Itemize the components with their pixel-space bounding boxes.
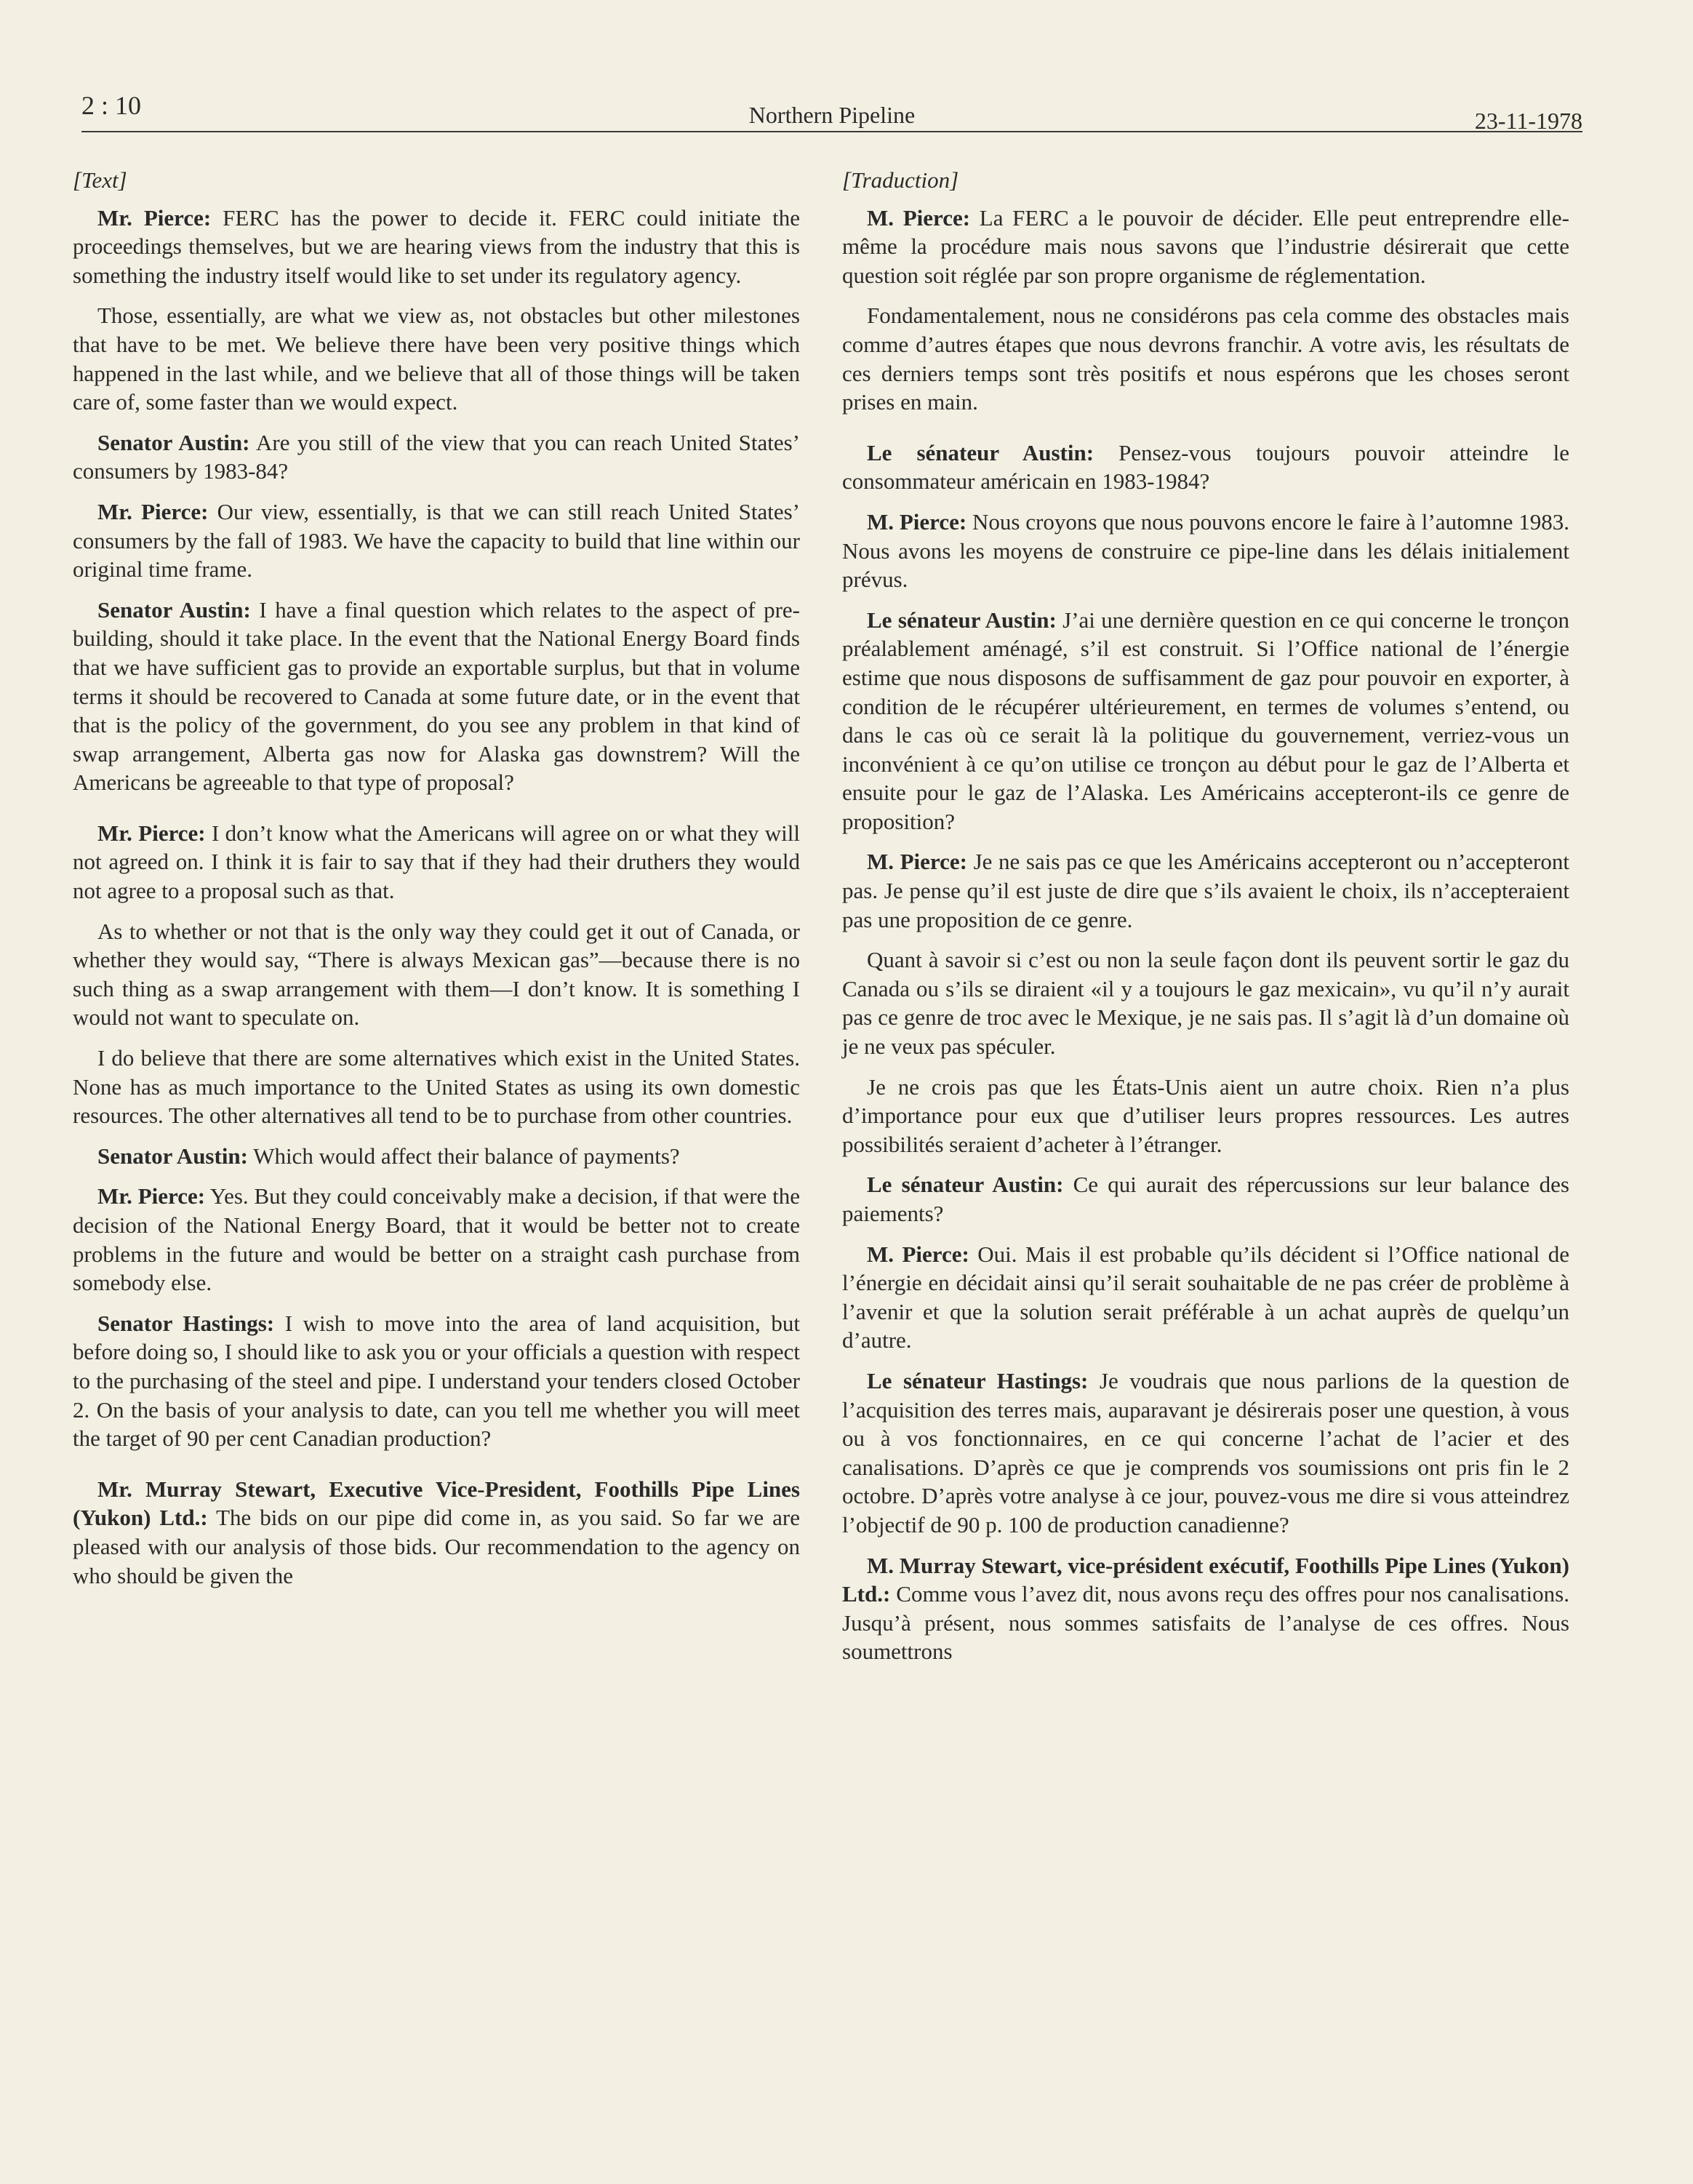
paragraph [842, 1551, 1569, 1666]
speaker-label: Mr. Pierce: [97, 498, 209, 524]
running-title: Northern Pipeline [748, 102, 916, 128]
paragraph [73, 1142, 800, 1171]
paragraph [73, 428, 800, 486]
language-tag: [Traduction] [842, 167, 959, 193]
speaker-label: Le sénateur Hastings: [867, 1367, 1089, 1393]
paragraph-text: Je ne sais pas ce que les Américains accepteront ou n’accepteront pas. Je pense qu’il est juste de dire que s’ils avaient le choix, ils n’accepteraient pas une proposition de ce genre. [842, 849, 1569, 932]
paragraph-text: J’ai une dernière question en ce qui concerne le tronçon préalablement aménagé, s’il est construit. Si l’Office national de l’énergie estime que nous disposons de suffisamment de gaz pour pouvoir en exporter, à condition de le récupérer ultérieurement, en termes de volumes s’entend, ou dans le cas où ce serait là la politique du gouvernement, verriez-vous un inconvénient à ce qu’on utilise ce tronçon au début pour le gaz de l’Alberta et ensuite pour le gaz de l’Alaska. Les Américains accepteront-ils ce genre de proposition? [842, 607, 1569, 834]
paragraph [73, 1044, 800, 1130]
french-column [842, 166, 1569, 1678]
speaker-label: M. Pierce: [867, 508, 967, 535]
paragraph [842, 1170, 1569, 1228]
paragraph-text: As to whether or not that is the only way they could get it out of Canada, or whether they would say, “There is always Mexican gas”—because there is no such thing as a swap arrangement with them—I don’t know. It is something I would not want to speculate on. [73, 918, 800, 1031]
speaker-label: Mr. Pierce: [97, 820, 206, 846]
paragraph [842, 204, 1569, 290]
paragraph [73, 596, 800, 797]
paragraph [842, 606, 1569, 836]
paragraph [73, 1309, 800, 1453]
speaker-label: M. Pierce: [867, 1241, 969, 1267]
paragraph [73, 497, 800, 584]
paragraph-text: Fondamentalement, nous ne considérons pas cela comme des obstacles mais comme d’autres étapes que nous devrons franchir. A votre avis, les résultats de ces derniers temps sont très positifs et nous espérons que les choses seront prises en main. [842, 303, 1569, 415]
speaker-label: Le sénateur Austin: [867, 607, 1057, 633]
header-date: 23-11-1978 [1474, 108, 1582, 134]
language-tag: [Text] [73, 167, 127, 193]
paragraph-text: Oui. Mais il est probable qu’ils décident si l’Office national de l’énergie en décidait ainsi qu’il serait souhaitable de ne pas créer de problème à l’avenir et que la solution serait préférable à un achat auprès de quelqu’un d’autre. [842, 1241, 1569, 1353]
paragraph-text: La FERC a le pouvoir de décider. Elle peut entreprendre elle-même la procédure mais nous savons que l’industrie désirerait que cette question soit réglée par son propre organisme de réglementation. [842, 204, 1569, 288]
paragraph [842, 847, 1569, 934]
speaker-label: Mr. Pierce: [97, 204, 212, 231]
page-reference: 2 : 10 [81, 91, 142, 120]
speaker-label: Le sénateur Austin: [867, 1172, 1064, 1198]
english-column [73, 166, 800, 1601]
speaker-label: Senator Hastings: [97, 1310, 275, 1336]
speaker-label: Senator Austin: [97, 1143, 248, 1169]
speaker-label: Senator Austin: [97, 429, 250, 455]
paragraph [73, 819, 800, 905]
paragraph [73, 204, 800, 290]
paragraph [842, 1073, 1569, 1159]
paragraph [842, 1367, 1569, 1540]
paragraph [842, 945, 1569, 1060]
speaker-label: M. Pierce: [867, 204, 971, 231]
paragraph-text: Ce qui aurait des répercussions sur leur balance des paiements? [842, 1172, 1569, 1226]
paragraph [842, 301, 1569, 416]
paragraph-text: Pensez-vous toujours pouvoir atteindre le consommateur américain en 1983-1984? [842, 439, 1569, 495]
paragraph-text: Those, essentially, are what we view as, not obstacles but other milestones that have to be met. We believe there have been very positive things which happened in the last while, and we believe that all of those things will be taken care of, some faster than we would expect. [73, 303, 800, 415]
paragraph-text: Our view, essentially, is that we can still reach United States’ consumers by the fall of 1983. We have the capacity to build that line within our original time frame. [73, 498, 800, 583]
paragraph-text: Comme vous l’avez dit, nous avons reçu des offres pour nos canalisations. Jusqu’à présent, nous sommes satisfaits de l’analyse de ces offres. Nous soumettrons [842, 1581, 1569, 1665]
speaker-label: Le sénateur Austin: [867, 439, 1094, 465]
paragraph-text: Quant à savoir si c’est ou non la seule façon dont ils peuvent sortir le gaz du Canada ou s’ils se diraient «il y a toujours le gaz mexicain», vu qu’il n’y aurait pas ce genre de troc avec le Mexique, je ne sais pas. Il s’agit là d’un domaine où je ne veux pas spéculer. [842, 947, 1569, 1060]
speaker-label: M. Murray Stewart, vice-président exécutif, Foothills Pipe Lines (Yukon) Ltd.: [842, 1552, 1569, 1607]
paragraph-text: Yes. But they could conceivably make a decision, if that were the decision of the National Energy Board, that it would be better not to create problems in the future and would be better on a straight cash purchase from somebody else. [73, 1183, 800, 1296]
speaker-label: Mr. Murray Stewart, Executive Vice-President, Foothills Pipe Lines (Yukon) Ltd.: [73, 1476, 800, 1531]
paragraph-text: FERC has the power to decide it. FERC could initiate the proceedings themselves, but we are hearing views from the industry that this is something the industry itself would like to set under its regulatory agency. [73, 204, 801, 288]
page-header [81, 86, 1582, 132]
paragraph [73, 301, 800, 416]
speaker-label: Mr. Pierce: [97, 1183, 206, 1209]
paragraph-text: Which would affect their balance of payments? [248, 1143, 680, 1169]
paragraph [842, 439, 1569, 496]
paragraph-text: The bids on our pipe did come in, as you said. So far we are pleased with our analysis of those bids. Our recommendation to the agency on who should be given the [73, 1505, 800, 1588]
paragraph [842, 1240, 1569, 1355]
paragraph-text: Je ne crois pas que les États-Unis aient un autre choix. Rien n’a plus d’importance pour eux que d’utiliser leurs propres ressources. Les autres possibilités seraient d’acheter à l’étranger. [842, 1073, 1569, 1157]
paragraph-text: I don’t know what the Americans will agree on or what they will not agreed on. I think it is fair to say that if they had their druthers they would not agree to a proposal such as that. [73, 820, 800, 904]
paragraph [842, 508, 1569, 594]
paragraph-text: Are you still of the view that you can reach United States’ consumers by 1983-84? [73, 429, 801, 484]
paragraph [73, 917, 800, 1032]
paragraph-text: I have a final question which relates to the aspect of pre-building, should it take place. In the event that the National Energy Board finds that we have sufficient gas to provide an exportable surplus, but that in volume terms it should be recovered to Canada at some future date, or in the event that that is the policy of the government, do you see any problem in that kind of swap arrangement, Alberta gas now for Alaska gas downstrem? Will the Americans be agreeable to that type of proposal? [73, 596, 800, 796]
paragraph [73, 1182, 800, 1297]
paragraph-text: I wish to move into the area of land acquisition, but before doing so, I should like to ask you or your officials a question with respect to the purchasing of the steel and pipe. I understand your tenders closed October 2. On the basis of your analysis to date, can you tell me whether you will meet the target of 90 per cent Canadian production? [73, 1310, 800, 1452]
paragraph-text: I do believe that there are some alternatives which exist in the United States. None has as much importance to the United States as using its own domestic resources. The other alternatives all tend to be to purchase from other countries. [73, 1045, 800, 1129]
paragraph-text: Je voudrais que nous parlions de la question de l’acquisition des terres mais, auparavant je désirerais poser une question, à vous ou à vos fonctionnaires, en ce qui concerne l’achat de l’acier et des canalisations. D’après ce que je comprends vos soumissions ont pris fin le 2 octobre. D’après votre analyse à ce jour, pouvez-vous me dire si vous atteindrez l’objectif de 90 p. 100 de production canadienne? [842, 1367, 1569, 1537]
speaker-label: M. Pierce: [867, 849, 967, 875]
paragraph-text: Nous croyons que nous pouvons encore le faire à l’automne 1983. Nous avons les moyens de construire ce pipe-line dans les délais initialement prévus. [842, 508, 1569, 593]
speaker-label: Senator Austin: [97, 596, 251, 623]
paragraph [73, 1475, 800, 1590]
